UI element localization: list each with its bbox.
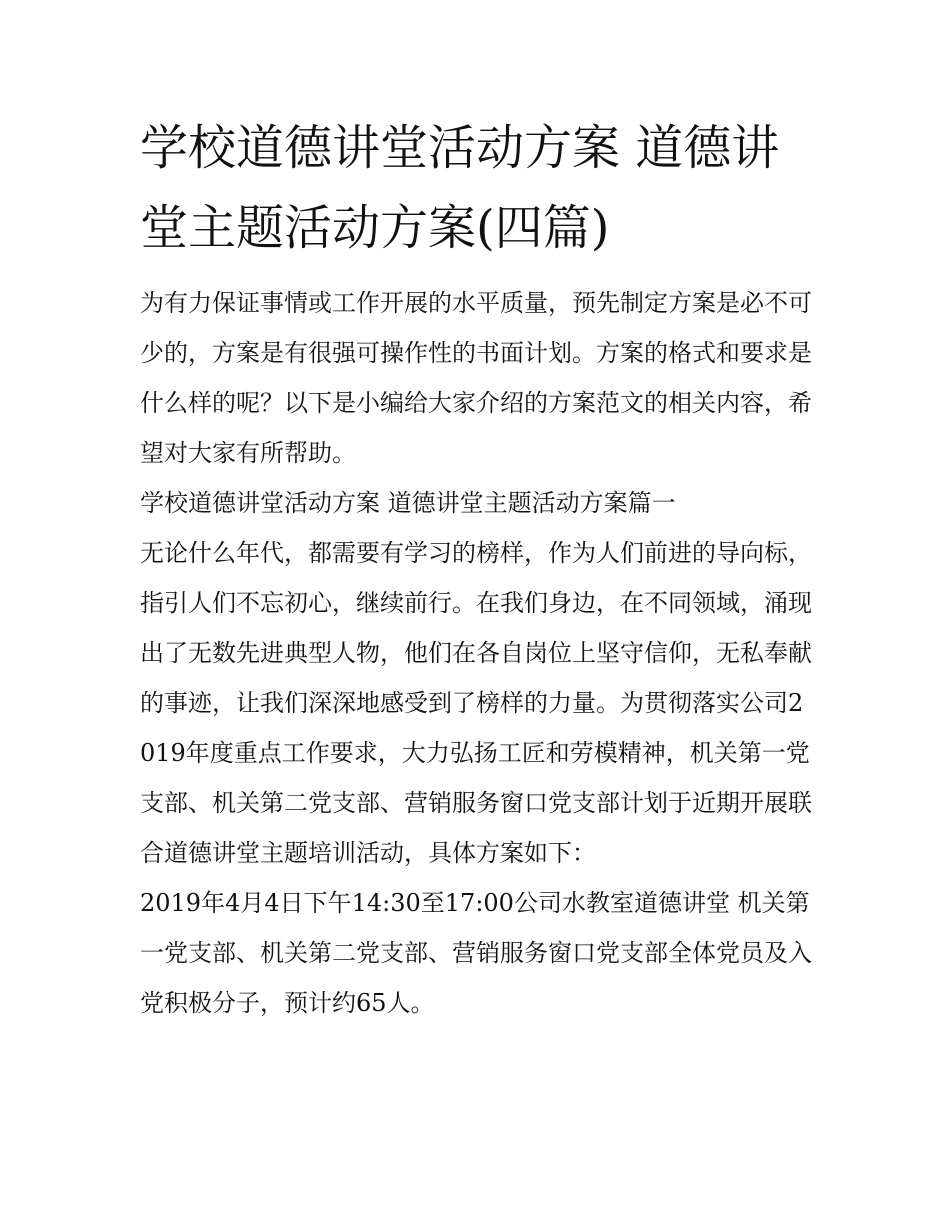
details-paragraph: 2019年4月4日下午14:30至17:00公司水教室道德讲堂 机关第一党支部、机关第二党支部、营销服务窗口党支部全体党员及入党积极分子，预计约65人。 — [140, 889, 812, 1017]
document-body — [140, 278, 818, 1028]
body-paragraph: 无论什么年代，都需要有学习的榜样，作为人们前进的导向标，指引人们不忘初心，继续前行。在我们身边，在不同领域，涌现出了无数先进典型人物，他们在各自岗位上坚守信仰，无私奉献的事迹，让我们深深地感受到了榜样的力量。为贯彻落实公司2019年度重点工作要求，大力弘扬工匠和劳模精神，机关第一党支部、机关第二党支部、营销服务窗口党支部计划于近期开展联合道德讲堂主题培训活动，具体方案如下： — [140, 539, 812, 867]
intro-paragraph: 为有力保证事情或工作开展的水平质量，预先制定方案是必不可少的，方案是有很强可操作性的书面计划。方案的格式和要求是什么样的呢？以下是小编给大家介绍的方案范文的相关内容，希望对大家有所帮助。 — [140, 289, 812, 467]
document-title: 学校道德讲堂活动方案 道德讲堂主题活动方案(四篇) — [140, 120, 780, 256]
section-heading: 学校道德讲堂活动方案 道德讲堂主题活动方案篇一 — [140, 489, 676, 517]
